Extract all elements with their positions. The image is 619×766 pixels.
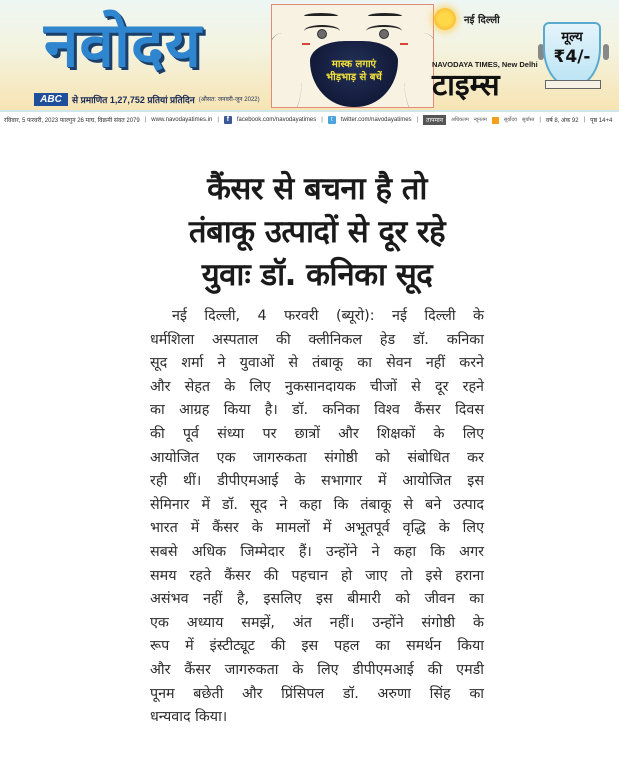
body-line: सेमिनार में डॉ. सूद ने कहा कि तंबाकू से बने उत्पाद [150,496,484,513]
website-link[interactable]: www.navodayatimes.in [151,117,213,123]
volume-issue: वर्ष 8, अंक 92 [545,118,579,124]
weather-badge: तापमान [423,115,446,125]
body-line: आयोजित एक जागरुकता संगोष्ठी को संबोधित कर [150,449,484,466]
headline-line: तंबाकू उत्पादों से दूर रहे [188,214,446,250]
sunrise-label: सूर्योदय [503,117,517,123]
edition-city: नई दिल्ली [464,15,500,26]
sun-small-icon [492,117,499,124]
body-line: का आग्रह किया है। डॉ. कनिका विश्व कैंसर दिवस [150,402,484,419]
shield-ring-icon [603,44,609,60]
price-label: मूल्य [561,30,583,45]
body-line: सबसे अधिक जिम्मेदार हैं। उन्होंने ने कहा कि अगर [150,543,484,560]
face-outline-icon [404,33,434,108]
price-bar [545,80,601,89]
dateline-strip [0,110,619,128]
mask-advert [271,4,434,108]
max-temp-label: अधिकतम [450,117,469,123]
pupil-icon [379,29,389,39]
eyebrow-icon [368,13,402,19]
advert-line-1: मास्क लगाएं [331,59,377,70]
eyebrow-icon [304,13,338,19]
divider: | [416,117,419,123]
divider: | [144,117,147,123]
body-line: सूद शर्मा ने युवाओं से तंबाकू का सेवन नहीं करने [150,355,484,372]
news-article [150,168,484,730]
sunset-label: सूर्यास्त [521,117,535,123]
min-temp-label: न्यूनतम [473,117,487,123]
divider: | [217,117,219,123]
body-line: और कैंसर जागरुकता के लिए डीपीएमआई की एमडी [150,661,484,678]
newspaper-logo: नवोदय [44,8,202,81]
body-line: रूप में इंस्टीट्यूट की इस पहल का समर्थन किया [150,638,484,655]
body-line: एक अध्याय समझें, अंत नहीं। उन्होंने संगोष्ठी के [150,614,484,631]
body-line: धन्यवाद किया। [150,709,228,726]
body-line: असंभव नहीं है, इसलिए इस बीमारी को जीवन का [150,591,484,608]
newspaper-masthead [0,0,619,110]
body-line: भारत में कैंसर के मामलों में अभूतपूर्व वृद्धि के लिए [150,520,484,537]
divider: | [321,117,323,123]
face-mask-icon [310,41,398,107]
circulation-note: (औसत: जनवरी-जून 2022) [198,97,260,103]
body-line: पूनम बछेती और प्रिंसिपल डॉ. अरुणा सिंह का [150,685,484,702]
body-line: धर्मशिला अस्पताल की क्लीनिकल हेड डॉ. कनिका [150,331,484,348]
headline-line: कैंसर से बचना है तो [207,171,427,207]
advert-line-2: भीड़भाड़ से बचें [326,72,382,83]
body-line: समय रहते कैंसर की पहचान हो जाए तो इसे हराना [150,567,484,584]
body-line: नई दिल्ली, 4 फरवरी (ब्यूरो): नई दिल्ली के [172,308,484,324]
body-line: की पूर्व संध्या पर छात्रों और शिक्षकों के लिए [150,425,484,442]
sun-icon [434,8,456,30]
body-line: रही थीं। डीपीएमआई के सभागार में आयोजित इस [150,473,484,490]
blush-icon [400,43,408,49]
blush-icon [302,43,310,49]
times-wordmark: टाइम्स [432,68,500,103]
article-headline [150,168,484,297]
dateline: रविवार, 5 फरवरी, 2023 फाल्गुन 26 माघ, विक्रमी संवत 2079 [4,118,140,124]
facebook-link[interactable]: facebook.com/navodayatimes [236,117,317,123]
divider: | [539,117,541,123]
circulation-text: से प्रमाणित 1,27,752 प्रतियां प्रतिदिन [72,94,195,105]
headline-line: युवाः डॉ. कनिका सूद [201,257,433,293]
english-title: NAVODAYA TIMES, New Delhi [432,60,538,69]
article-body [150,305,484,730]
abc-logo-icon: ABC [34,93,68,106]
circulation-certification [34,92,260,106]
twitter-link[interactable]: twitter.com/navodayatimes [340,117,412,123]
page-count: पृष्ठ 14+4 [590,118,613,124]
price-value: ₹4/- [553,47,591,67]
twitter-icon: t [328,116,336,124]
body-line: और सेहत के लिए नुकसानदायक चीजों से दूर रहने [150,378,484,395]
price-shield-icon [543,22,601,88]
facebook-icon: f [224,116,232,124]
face-outline-icon [271,33,302,108]
divider: | [583,117,586,123]
pupil-icon [317,29,327,39]
